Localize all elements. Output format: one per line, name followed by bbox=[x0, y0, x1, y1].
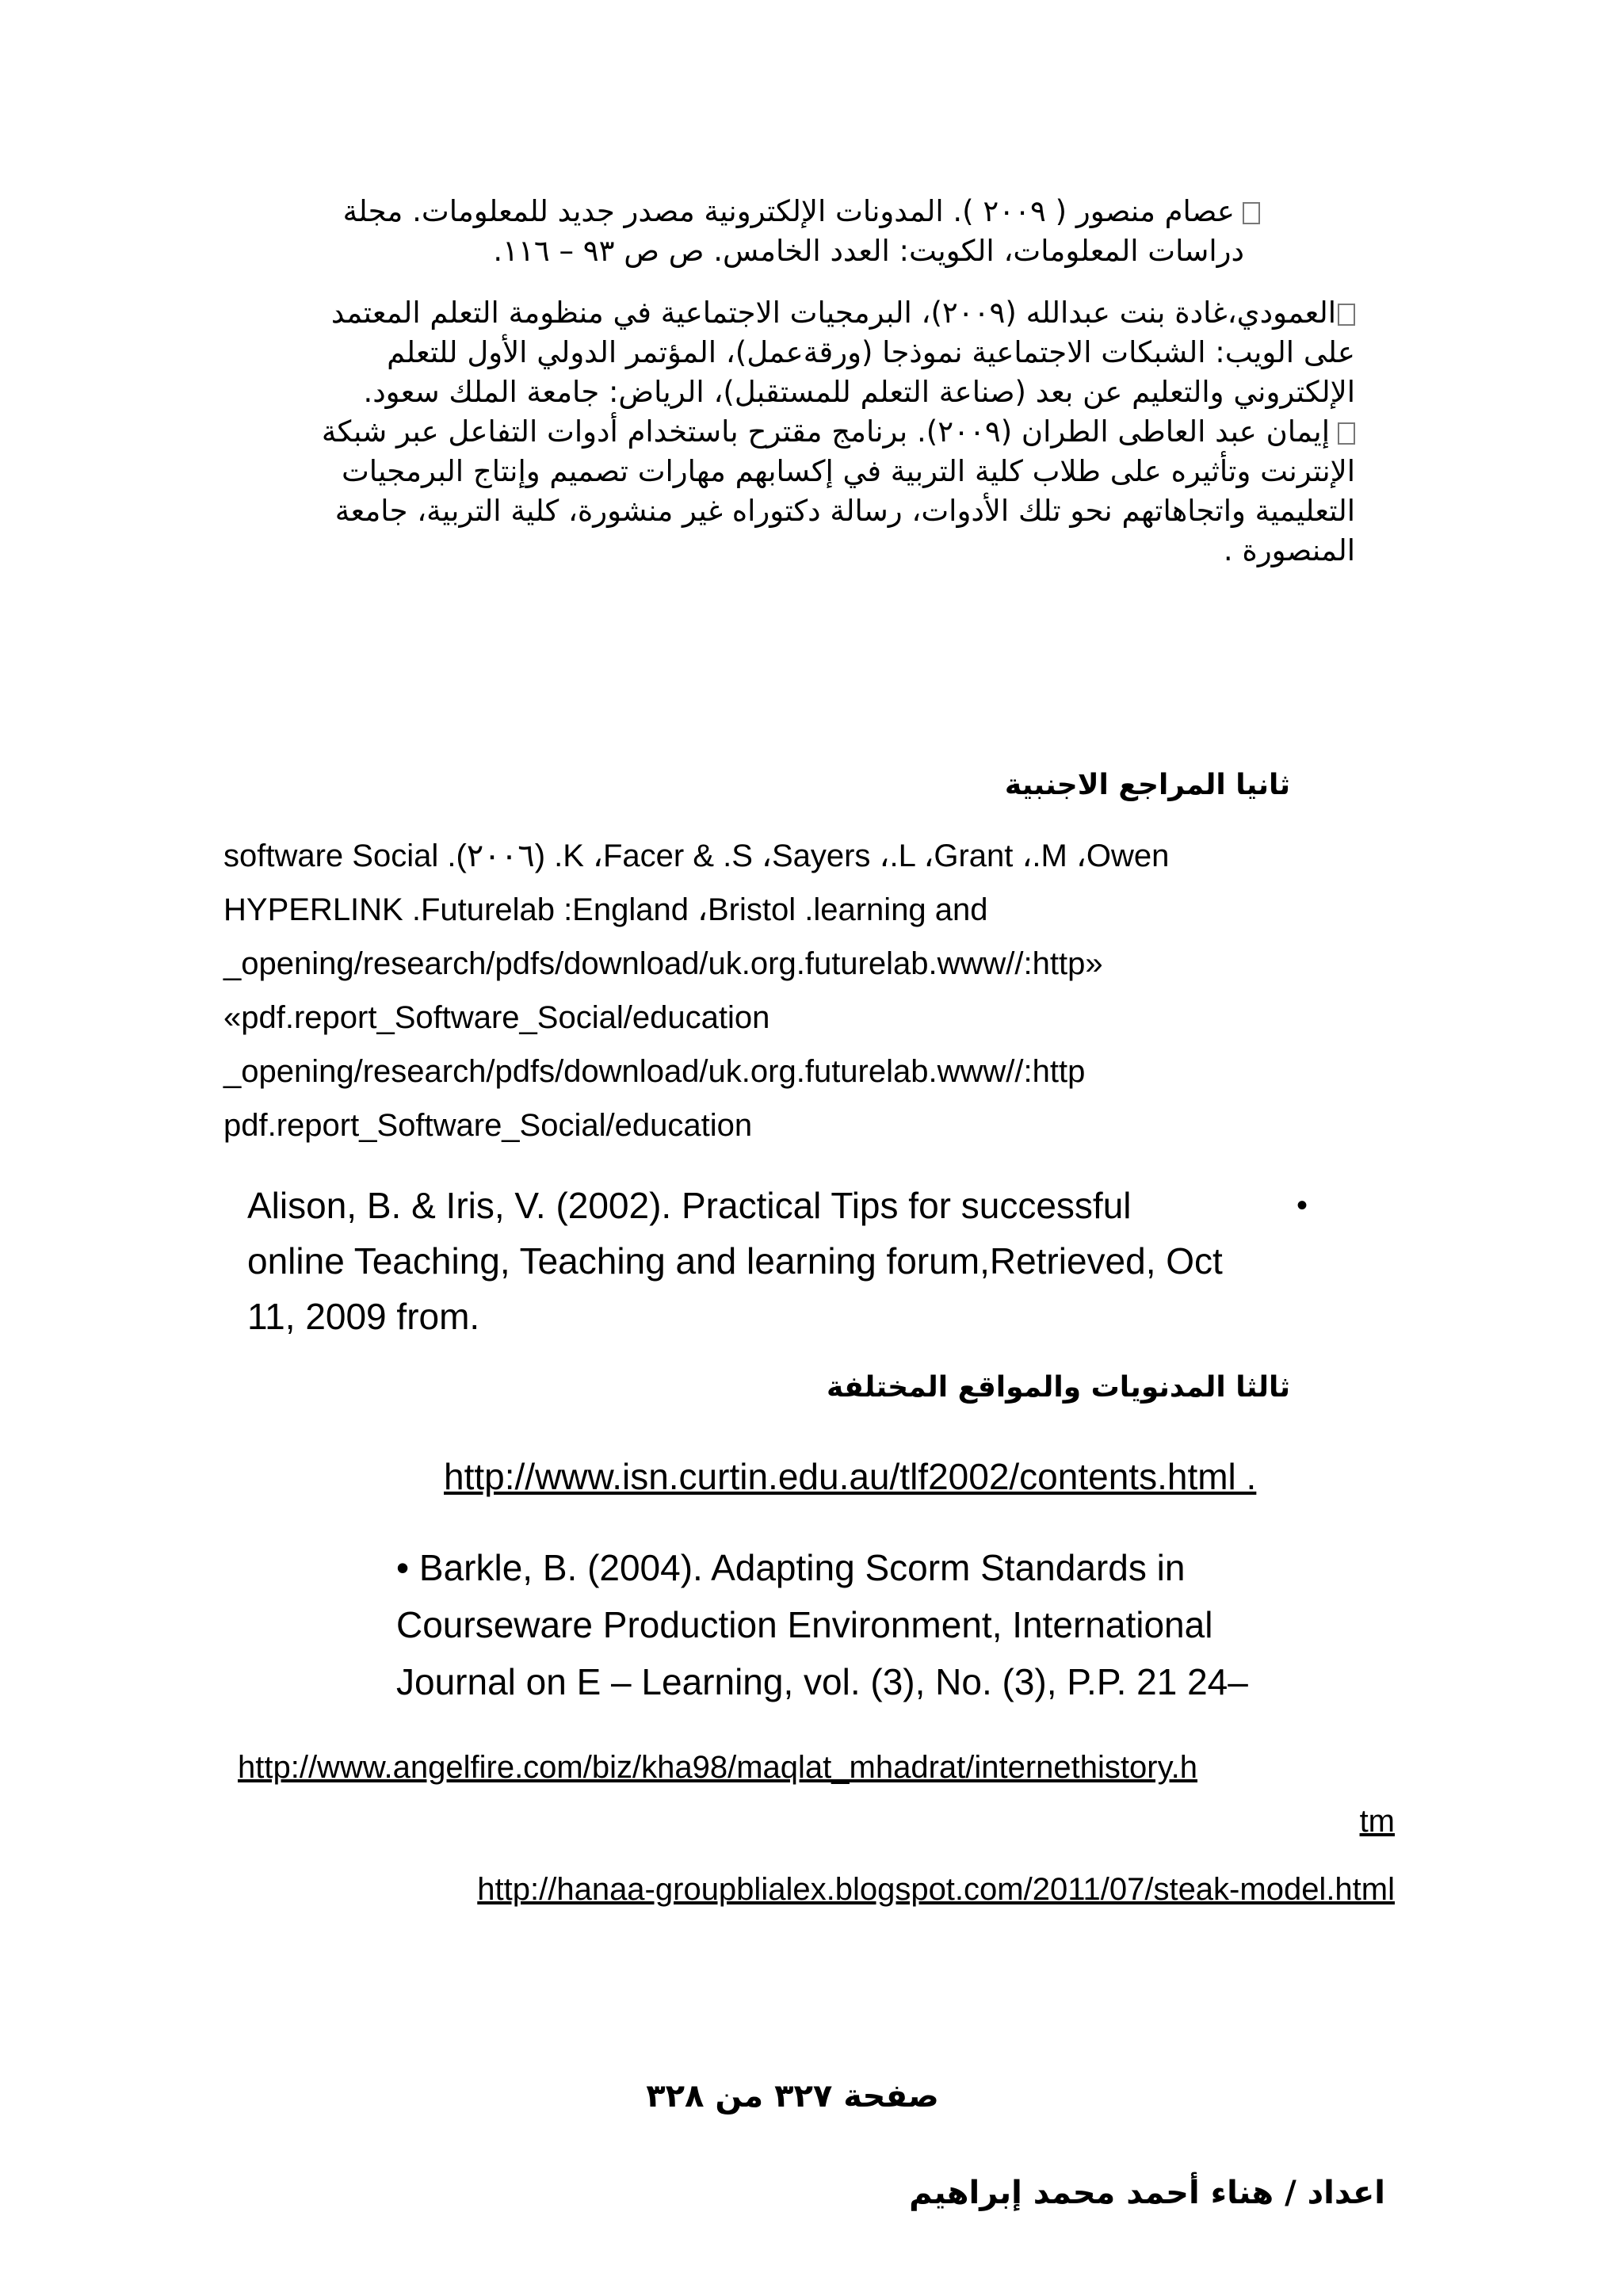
reference-line: المنصورة . bbox=[1223, 533, 1355, 567]
reference-line: على الويب: الشبكات الاجتماعية نموذجا (ورقةعمل)، المؤتمر الدولي الأول للتعلم bbox=[387, 335, 1355, 369]
foreign-reference-owen bbox=[223, 829, 1333, 1152]
reference-line: • Barkle, B. (2004). Adapting Scorm Standards in bbox=[396, 1547, 1186, 1588]
reference-line: Alison, B. & Iris, V. (2002). Practical Tips for successful bbox=[247, 1185, 1132, 1226]
author-credit: اعداد / هناء أحمد محمد إبراهيم bbox=[909, 2175, 1385, 2211]
hanaa-blog-link[interactable]: http://hanaa-groupblialex.blogspot.com/2011/07/steak-model.html bbox=[477, 1872, 1395, 1907]
missing-glyph-box-icon bbox=[1338, 422, 1355, 445]
reference-line: online Teaching, Teaching and learning forum,Retrieved, Oct bbox=[247, 1240, 1223, 1282]
reference-line: pdf.report_Software_Social/education bbox=[223, 1108, 753, 1143]
angelfire-link[interactable] bbox=[238, 1740, 1395, 1848]
curtin-link[interactable]: http://www.isn.curtin.edu.au/tlf2002/contents.html . bbox=[444, 1456, 1257, 1497]
arabic-references bbox=[269, 192, 1355, 571]
reference-line: _opening/research/pdfs/download/uk.org.futurelab.www//:http bbox=[223, 1054, 1086, 1089]
missing-glyph-box-icon bbox=[1338, 304, 1355, 326]
foreign-reference-alison bbox=[247, 1178, 1325, 1344]
foreign-reference-barkle bbox=[396, 1539, 1347, 1710]
reference-line: software Social .(٢٠٠٦) .K ،Facer & .S ،Sayers ،.L ،Grant ،.M ،Owen bbox=[223, 839, 1170, 873]
arabic-reference-amoudi bbox=[269, 293, 1355, 412]
section-heading-blogs-sites: ثالثا المدنويات والمواقع المختلفة bbox=[827, 1371, 1290, 1404]
link-line[interactable]: http://www.angelfire.com/biz/kha98/maqlat_mhadrat/internethistory.h bbox=[238, 1750, 1197, 1785]
reference-line: التعليمية واتجاهاتهم نحو تلك الأدوات، رسالة دكتوراه غير منشورة، كلية التربية، جامعة bbox=[334, 494, 1355, 528]
reference-line: _opening/research/pdfs/download/uk.org.futurelab.www//:http» bbox=[223, 946, 1103, 981]
reference-line: دراسات المعلومات، الكويت: العدد الخامس. ص ص ٩٣ – ١١٦. bbox=[493, 234, 1244, 268]
reference-line: «pdf.report_Software_Social/education bbox=[223, 1000, 770, 1035]
reference-line: العمودي،غادة بنت عبدالله (٢٠٠٩)، البرمجيات الاجتماعية في منظومة التعلم المعتمد bbox=[269, 293, 1355, 333]
missing-glyph-box-icon bbox=[1243, 202, 1260, 224]
reference-line: HYPERLINK .Futurelab :England ،Bristol .learning and bbox=[223, 892, 988, 927]
page-number: صفحة ٣٢٧ من ٣٢٨ bbox=[646, 2078, 939, 2115]
reference-line: 11, 2009 from. bbox=[247, 1296, 480, 1337]
arabic-reference-tarran bbox=[269, 412, 1355, 571]
reference-line: عصام منصور ( ٢٠٠٩ ). المدونات الإلكترونية مصدر جديد للمعلومات. مجلة bbox=[269, 192, 1260, 231]
reference-line: Journal on E – Learning, vol. (3), No. (3), P.P. 21 24– bbox=[396, 1661, 1248, 1702]
reference-line: Courseware Production Environment, International bbox=[396, 1604, 1213, 1645]
link-line[interactable]: tm bbox=[1359, 1804, 1395, 1839]
arabic-reference-mansour bbox=[269, 192, 1260, 271]
section-heading-foreign-references: ثانيا المراجع الاجنبية bbox=[1004, 769, 1290, 801]
reference-line: الإنترنت وتأثيره على طلاب كلية التربية في إكسابهم مهارات تصميم وإنتاج البرمجيات bbox=[341, 454, 1355, 488]
bullet-icon: • bbox=[1296, 1188, 1308, 1223]
reference-line: الإلكتروني والتعليم عن بعد (صناعة التعلم للمستقبل)، الرياض: جامعة الملك سعود. bbox=[363, 375, 1355, 409]
reference-line: إيمان عبد العاطى الطران (٢٠٠٩). برنامج مقترح باستخدام أدوات التفاعل عبر شبكة bbox=[269, 412, 1355, 452]
